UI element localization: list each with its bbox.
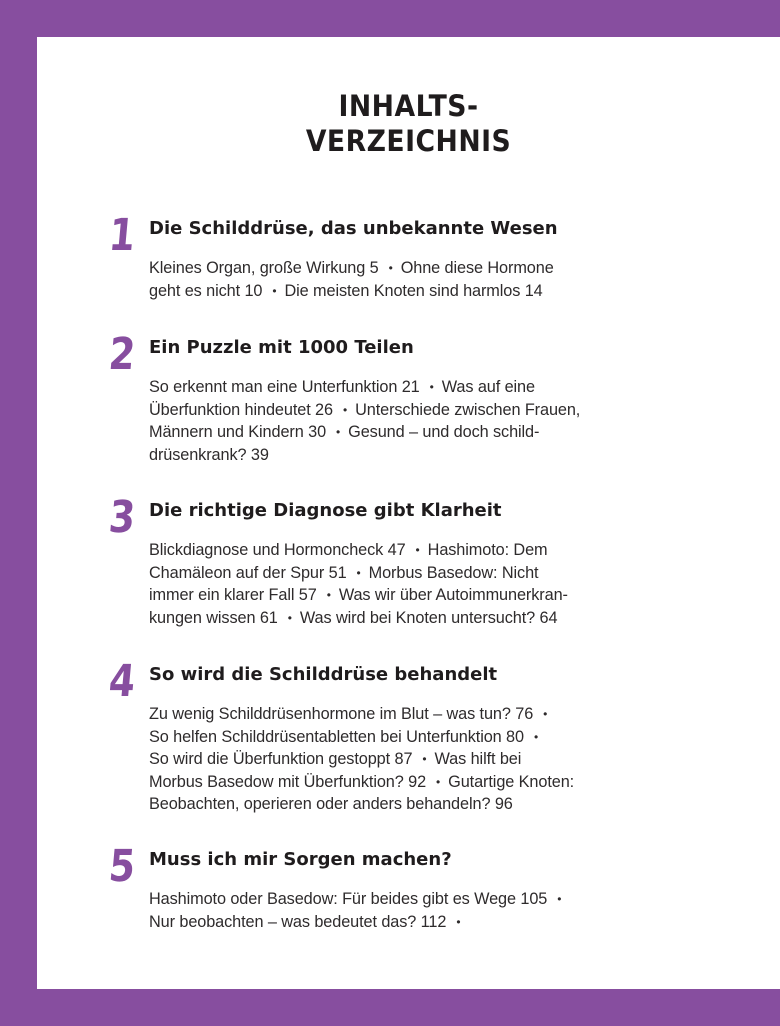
entry-line <box>149 562 679 585</box>
chapter-number: 5 <box>106 841 138 892</box>
bullet-separator: • <box>533 729 539 744</box>
bullet-separator: • <box>356 565 361 580</box>
toc-entry[interactable]: drüsenkrank? 39 <box>149 445 269 464</box>
toc-entry[interactable]: Ohne diese Hormone <box>400 259 554 277</box>
entry-line <box>149 584 679 607</box>
entry-line <box>149 793 679 816</box>
chapter-heading: Ein Puzzle mit 1000 Teilen <box>149 337 414 358</box>
bullet-separator: • <box>388 261 393 275</box>
toc-entry[interactable]: Morbus Basedow: Nicht <box>368 563 539 582</box>
entry-line <box>149 257 679 280</box>
bullet-separator: • <box>415 543 420 557</box>
toc-entry[interactable]: Unterschiede zwischen Frauen, <box>355 400 581 419</box>
toc-entry[interactable]: Kleines Organ, große Wirkung 5 <box>149 259 379 277</box>
chapter-entries <box>149 888 679 933</box>
entry-line <box>149 444 679 467</box>
chapter-entries <box>149 257 679 302</box>
toc-entry[interactable]: immer ein klarer Fall 57 <box>149 586 317 604</box>
bullet-separator: • <box>342 402 348 417</box>
bullet-separator: • <box>456 914 461 929</box>
chapter-entries <box>149 703 679 816</box>
toc-entry[interactable]: Was wird bei Knoten untersucht? 64 <box>299 608 558 627</box>
toc-entry[interactable]: Gutartige Knoten: <box>448 772 575 791</box>
toc-entry[interactable]: So helfen Schilddrüsentabletten bei Unterfunktion 80 <box>149 727 524 746</box>
bullet-separator: • <box>326 588 331 602</box>
chapter-heading: So wird die Schilddrüse behandelt <box>149 664 498 685</box>
entry-line <box>149 376 679 399</box>
entry-line <box>149 607 679 630</box>
toc-entry[interactable]: So erkennt man eine Unterfunktion 21 <box>149 378 420 396</box>
entry-line <box>149 771 679 794</box>
title-line-2: VERZEICHNIS <box>305 124 512 158</box>
chapter-entries <box>149 539 679 629</box>
toc-entry[interactable]: Zu wenig Schilddrüsenhormone im Blut – was tun? 76 <box>149 705 534 723</box>
toc-entry[interactable]: Was wir über Autoimmunerkran- <box>338 586 568 604</box>
toc-entry[interactable]: kungen wissen 61 <box>149 608 278 627</box>
bullet-separator: • <box>422 752 427 766</box>
toc-entry[interactable]: geht es nicht 10 <box>149 281 263 300</box>
toc-entry[interactable]: Nur beobachten – was bedeutet das? 112 <box>149 912 447 931</box>
bullet-separator: • <box>287 610 292 625</box>
toc-entry[interactable]: Die meisten Knoten sind harmlos 14 <box>284 281 543 300</box>
title-line-1: INHALTS- <box>338 89 479 123</box>
entry-line <box>149 421 679 444</box>
chapter-number: 1 <box>106 210 138 261</box>
bullet-separator: • <box>436 774 441 789</box>
chapter-heading: Die Schilddrüse, das unbekannte Wesen <box>149 218 558 239</box>
entry-line <box>149 539 679 562</box>
entry-line <box>149 726 679 749</box>
bullet-separator: • <box>429 380 434 394</box>
toc-entry[interactable]: Hashimoto oder Basedow: Für beides gibt es Wege 105 <box>149 890 548 908</box>
entry-line <box>149 888 679 911</box>
entry-line <box>149 703 679 726</box>
toc-entry[interactable]: Überfunktion hindeutet 26 <box>149 400 333 419</box>
bullet-separator: • <box>272 283 277 298</box>
page-title <box>67 89 751 159</box>
chapter-number: 2 <box>106 329 138 380</box>
chapter-heading: Die richtige Diagnose gibt Klarheit <box>149 500 502 521</box>
toc-entry[interactable]: Chamäleon auf der Spur 51 <box>149 563 347 582</box>
entry-line <box>149 280 679 303</box>
toc-entry[interactable]: Beobachten, operieren oder anders behandeln? 96 <box>149 795 513 813</box>
toc-entry[interactable]: Morbus Basedow mit Überfunktion? 92 <box>149 772 427 791</box>
toc-entry[interactable]: Männern und Kindern 30 <box>149 423 327 441</box>
bullet-separator: • <box>543 707 548 721</box>
toc-entry[interactable]: Gesund – und doch schild- <box>348 423 540 441</box>
toc-entry[interactable]: So wird die Überfunktion gestoppt 87 <box>149 750 413 768</box>
entry-line <box>149 748 679 771</box>
chapter-number: 3 <box>106 492 138 543</box>
bullet-separator: • <box>336 425 341 439</box>
toc-entry[interactable]: Hashimoto: Dem <box>427 541 548 559</box>
toc-entry[interactable]: Was auf eine <box>441 378 535 396</box>
bullet-separator: • <box>557 892 562 906</box>
toc-entry[interactable]: Was hilft bei <box>434 750 522 768</box>
chapter-number: 4 <box>106 656 138 707</box>
entry-line <box>149 911 679 934</box>
chapter-entries <box>149 376 679 466</box>
chapter-heading: Muss ich mir Sorgen machen? <box>149 849 452 870</box>
entry-line <box>149 399 679 422</box>
toc-page <box>37 37 780 989</box>
toc-entry[interactable]: Blickdiagnose und Hormoncheck 47 <box>149 541 406 559</box>
